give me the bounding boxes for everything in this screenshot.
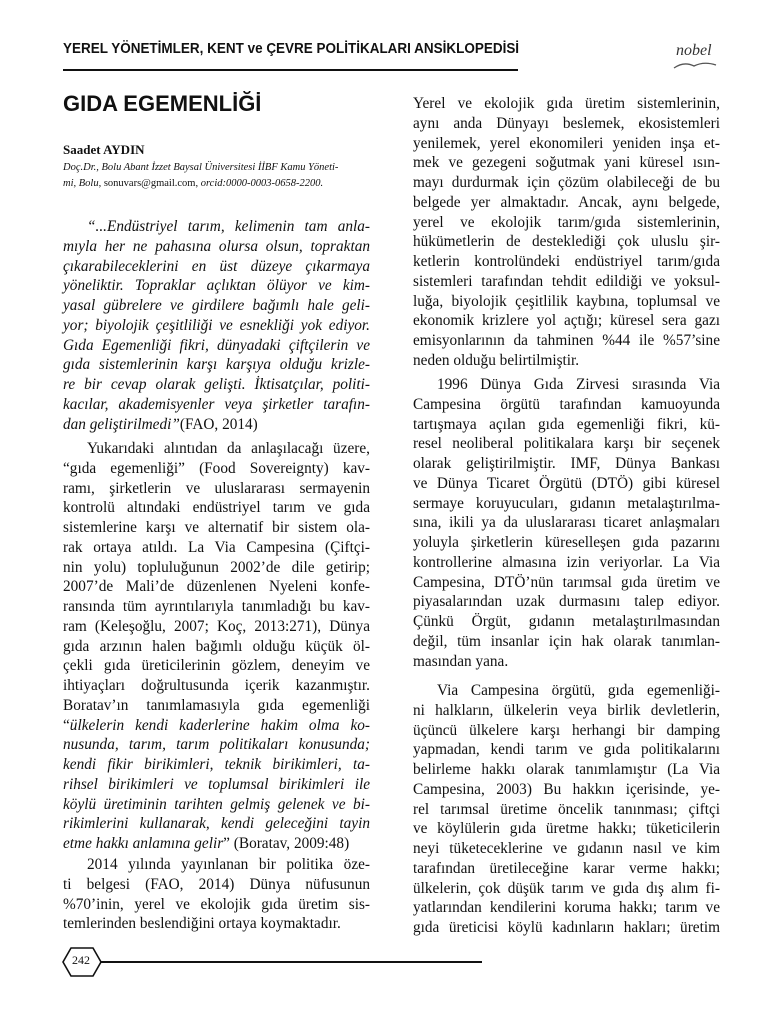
text-segment: rihsel birikimleri ve toplumsal birikimleri ile: [63, 775, 370, 793]
text-segment: luğa, biyolojik çeşitlilik kaybına, toplumsal ve: [413, 292, 720, 310]
text-line: [413, 780, 720, 800]
text-segment: rikimlerini kullanarak, kendi geleceğini tayin: [63, 815, 370, 833]
text-segment: yor; biyolojik çeşitliliği ve esnekliği yok ediyor.: [63, 316, 370, 334]
text-line: [63, 336, 370, 356]
text-segment: ülkelerin, çok düşük tarım ve gıda dış alım fi-: [413, 879, 720, 897]
text-segment: Campesina, DTÖ’nün tarımsal gıda üretim ve: [413, 573, 720, 591]
text-line: [63, 538, 370, 558]
text-line: [413, 454, 720, 474]
text-segment: kendi fikir birikimleri, teknik birikimleri, ta-: [63, 756, 370, 773]
text-line: [63, 415, 370, 435]
text-segment: ve Dünya Ticaret Örgütü (DTÖ) gibi küresel: [413, 474, 720, 492]
author-affiliation: [63, 160, 373, 192]
text-segment: 1996 Dünya Gıda Zirvesi sırasında Via: [437, 376, 720, 393]
article-title: GIDA EGEMENLİĞİ: [63, 91, 262, 116]
text-line: [63, 395, 370, 415]
publisher-logo: nobel: [676, 42, 712, 59]
text-segment: yenilemek, yerel ekonomileri yeniden inşa et-: [413, 134, 720, 152]
text-segment: köylü üretiminin tarihten gelmiş gelenek ve bi-: [63, 795, 370, 813]
text-line: [413, 918, 720, 938]
text-line: [63, 875, 370, 895]
text-line: [413, 193, 720, 213]
text-line: [63, 257, 370, 277]
text-segment: belirleme hakkı olarak tanımlamıştır (La Via: [413, 761, 720, 778]
text-line: [63, 518, 370, 538]
text-line: [63, 914, 370, 934]
text-line: [413, 839, 720, 859]
paragraph: [63, 217, 370, 434]
text-line: [413, 331, 720, 351]
text-segment: Boratav’ın tanımlamasıyla gıda egemenliği: [63, 696, 370, 714]
text-segment: 2007’de Mali’de düzenlenen Nyeleni konfe-: [63, 578, 370, 596]
text-line: [63, 316, 370, 336]
text-segment: Yukarıdaki alıntıdan da anlaşılacağı üzere,: [87, 440, 370, 457]
text-line: [413, 721, 720, 741]
text-line: [413, 395, 720, 415]
text-line: [413, 351, 720, 371]
text-line: [63, 716, 370, 736]
text-segment: Yerel ve ekolojik gıda üretim sistemlerinin,: [413, 95, 720, 112]
text-line: [63, 696, 370, 716]
text-segment: Campesina örgütü tarafından kamuoyunda: [413, 395, 720, 413]
text-line: [413, 513, 720, 533]
page-number: 242: [72, 953, 90, 967]
text-segment: yerel ve ekolojik tarım/gıda sistemlerinin,: [413, 213, 720, 231]
text-line: [63, 439, 370, 459]
text-segment: belgede yer almaktadır. Ancak, aynı belgede,: [413, 193, 720, 211]
text-line: [413, 292, 720, 312]
footer-rule: [100, 961, 482, 963]
text-segment: Gıda Egemenliği fikri, dünyadaki çiftçilerin ve: [63, 336, 370, 354]
text-segment: “gıda egemenliği” (Food Sovereignty) kav-: [63, 459, 370, 477]
text-segment: yöneliktir. Topraklar açlıktan ölüyor ve kim-: [63, 277, 370, 295]
text-line: [63, 296, 370, 316]
text-line: [413, 415, 720, 435]
text-segment: “: [63, 716, 70, 734]
text-segment: etme hakkı anlamına gelir: [63, 835, 224, 852]
text-line: [63, 355, 370, 375]
text-line: [63, 656, 370, 676]
text-segment: aynı anda Dünyayı beslemek, ekosistemleri: [413, 114, 720, 132]
text-segment: değil, tüm insanlar için hak olarak tanımlan-: [413, 632, 720, 650]
text-line: [63, 276, 370, 296]
text-segment: neden olduğu belirtilmiştir.: [413, 351, 580, 369]
text-line: [63, 834, 370, 854]
text-segment: “...Endüstriyel tarım, kelimenin tam anla-: [87, 218, 370, 235]
paragraph: [413, 375, 720, 671]
text-segment: yatlarından kendilerini koruma hakkı; tarım ve: [413, 899, 720, 917]
text-segment: çıkarabileceklerini en üst düzeye çıkarmaya: [63, 257, 370, 275]
text-segment: dan geliştirilmedi”: [63, 415, 180, 433]
text-line: [413, 272, 720, 292]
text-segment: sistemleri tarafından tehdit edildiği ve yoksul-: [413, 272, 720, 290]
text-segment: ekonomik krizlere yol açtığı; küresel sera gazı: [413, 312, 720, 330]
text-line: [63, 755, 370, 775]
text-line: [63, 795, 370, 815]
text-segment: neyi tüketeceklerine ve gıdanın nasıl ve kim: [413, 840, 720, 857]
text-line: [63, 895, 370, 915]
text-line: [413, 760, 720, 780]
text-line: [413, 879, 720, 899]
text-segment: 2014 yılında yayınlanan bir politika öze-: [87, 856, 370, 873]
text-segment: Çünkü Örgüt, gıdanın metalaştırılmasından: [413, 613, 720, 630]
text-line: [413, 553, 720, 573]
text-segment: kacılar, akademisyenler veya şirketler tarafın-: [63, 395, 370, 413]
text-line: [63, 814, 370, 834]
text-line: [63, 375, 370, 395]
text-segment: %70’inin, yerel ve ekolojik gıda üretim sis-: [63, 895, 370, 913]
text-line: [413, 213, 720, 233]
text-segment: gıda üreticisi köylü kadınların hakları; üretim: [413, 919, 720, 936]
text-line: [63, 558, 370, 578]
text-segment: ülkelerin kendi kaderlerine hakim olma ko-: [69, 716, 370, 734]
text-segment: gıda sistemlerinin karşı karşıya olduğu krizle-: [63, 356, 370, 374]
text-segment: nusunda, tarım, tarım politikaları konusunda;: [63, 736, 370, 754]
text-line: [63, 637, 370, 657]
text-line: [63, 459, 370, 479]
text-line: [413, 681, 720, 701]
text-line: [413, 632, 720, 652]
text-line: [413, 573, 720, 593]
text-segment: tartışmaya açılan gıda egemenliği fikri, kü-: [413, 415, 720, 433]
header-rule: [63, 69, 518, 71]
text-segment: ” (Boratav, 2009:48): [223, 835, 350, 852]
text-line: [413, 153, 720, 173]
text-segment: temlerinden beslendiğini ortaya koymaktadır.: [63, 915, 341, 933]
text-line: [413, 652, 720, 672]
text-line: [413, 800, 720, 820]
text-segment: re bir cevap olarak gelişti. İktisatçılar, politi-: [63, 376, 370, 393]
author-orcid: orcid:0000-0003-0658-2200.: [198, 178, 324, 189]
text-segment: üçüncü ülkelere karşı herhangi bir damping: [413, 721, 720, 739]
paragraph: [63, 439, 370, 854]
text-line: [63, 479, 370, 499]
text-segment: ramı, şirketlerin ve uluslararası sermayenin: [63, 479, 370, 497]
text-segment: piyasalarından uzak durmasını talep ediyor.: [413, 593, 720, 611]
text-segment: ransında tüm ayrıntılarıyla tanımladığı bu kav-: [63, 598, 370, 615]
text-segment: resel neoliberal politikalara karşı bir seçenek: [413, 435, 720, 453]
text-line: [413, 114, 720, 134]
paragraph: [413, 94, 720, 371]
text-segment: sermaye koruyucuları, gıdanın metalaştırılma-: [413, 494, 720, 512]
text-segment: Campesina, 2003) Bu hakkın içerisinde, ye-: [413, 780, 720, 798]
text-line: [413, 494, 720, 514]
text-segment: nin yolu) topluluğunun 2002’de dile getirip;: [63, 558, 370, 576]
text-line: [413, 375, 720, 395]
text-line: [413, 898, 720, 918]
text-line: [413, 311, 720, 331]
logo-book-icon: [672, 60, 718, 70]
text-segment: ram (Keleşoğlu, 2007; Koç, 2013:271), Dünya: [63, 617, 370, 635]
text-segment: ihtiyaçları doğrultusunda içerik kazanmıştır.: [63, 677, 370, 694]
text-segment: yoluyla şirketlerin küreselleşen gıda pazarını: [413, 534, 720, 551]
text-segment: masından yana.: [413, 652, 509, 670]
text-segment: ve köylülerin gıda üretme hakkı; tüketicilerin: [413, 820, 720, 838]
text-segment: yasal gübrelere ve girdilere bağımlı hale geli-: [63, 297, 370, 314]
text-segment: ketlerin kontrolündeki endüstriyel tarım/gıda: [413, 253, 720, 270]
author-email[interactable]: sonuvars@gmail.com,: [103, 178, 199, 189]
text-line: [63, 577, 370, 597]
text-segment: Via Campesina örgütü, gıda egemenliği-: [437, 682, 720, 699]
text-line: [413, 592, 720, 612]
text-line: [413, 740, 720, 760]
affiliation-line-1: Doç.Dr., Bolu Abant İzzet Baysal Üniversitesi İİBF Kamu Yöneti-: [63, 162, 339, 173]
text-segment: sistemlerine karşı ve alternatif bir sistem ola-: [63, 519, 370, 536]
text-segment: ti belgesi (FAO, 2014) Dünya nüfusunun: [63, 875, 370, 893]
text-line: [413, 819, 720, 839]
text-segment: rel tarımsal üretime öncelik tanınması; çiftçi: [413, 800, 720, 818]
text-line: [63, 498, 370, 518]
text-line: [413, 173, 720, 193]
text-line: [413, 612, 720, 632]
text-line: [413, 859, 720, 879]
text-line: [413, 252, 720, 272]
author-name: Saadet AYDIN: [63, 142, 145, 157]
text-segment: mıyla her ne pahasına olursa olsun, topraktan: [63, 237, 370, 255]
text-segment: ni halkların, ülkelerin veya birlik devletlerin,: [413, 701, 720, 719]
text-segment: emisyonlarının da tahminen %44 ile %57’sine: [413, 332, 720, 349]
text-segment: hükümetlerin de desteklediği çok uluslu şir-: [413, 233, 720, 251]
text-segment: kontrolü altındaki endüstriyel tarım ve gıda: [63, 499, 370, 517]
text-segment: mek ve gezegeni soğutmak yani küresel ısın-: [413, 154, 720, 172]
text-segment: (FAO, 2014): [179, 415, 258, 433]
text-line: [413, 94, 720, 114]
text-segment: çekli gıda üreticilerinin gözlem, deneyim ve: [63, 657, 370, 675]
text-segment: gıda arzının halen bağımlı olduğu küçük öl-: [63, 637, 370, 655]
text-line: [63, 735, 370, 755]
text-line: [63, 597, 370, 617]
text-segment: olarak geliştirilmiştir. IMF, Dünya Bankası: [413, 455, 720, 472]
paragraph: [63, 855, 370, 934]
text-line: [413, 533, 720, 553]
text-line: [63, 617, 370, 637]
text-line: [63, 775, 370, 795]
text-segment: kontrollerine almasına izin veriyorlar. La Via: [413, 553, 720, 571]
text-segment: sına, ikili ya da uluslararası ticaret anlaşmaları: [413, 514, 720, 532]
text-line: [413, 434, 720, 454]
text-line: [413, 701, 720, 721]
text-line: [413, 134, 720, 154]
text-segment: mayı durdurmak için çözüm olabileceği de bu: [413, 174, 720, 191]
affiliation-location: mi, Bolu,: [63, 178, 104, 189]
text-segment: rak ortaya atıldı. La Via Campesina (Çiftçi-: [63, 538, 370, 556]
text-line: [63, 855, 370, 875]
paragraph: [413, 681, 720, 938]
text-line: [63, 676, 370, 696]
text-line: [413, 474, 720, 494]
running-header: YEREL YÖNETİMLER, KENT ve ÇEVRE POLİTİKALARI ANSİKLOPEDİSİ: [63, 41, 520, 57]
text-segment: tarafından üretileceğine karar verme hakkı;: [413, 859, 720, 877]
text-line: [63, 237, 370, 257]
text-line: [413, 232, 720, 252]
text-segment: yapmadan, kendi tarım ve gıda politikalarını: [413, 741, 720, 759]
text-line: [63, 217, 370, 237]
